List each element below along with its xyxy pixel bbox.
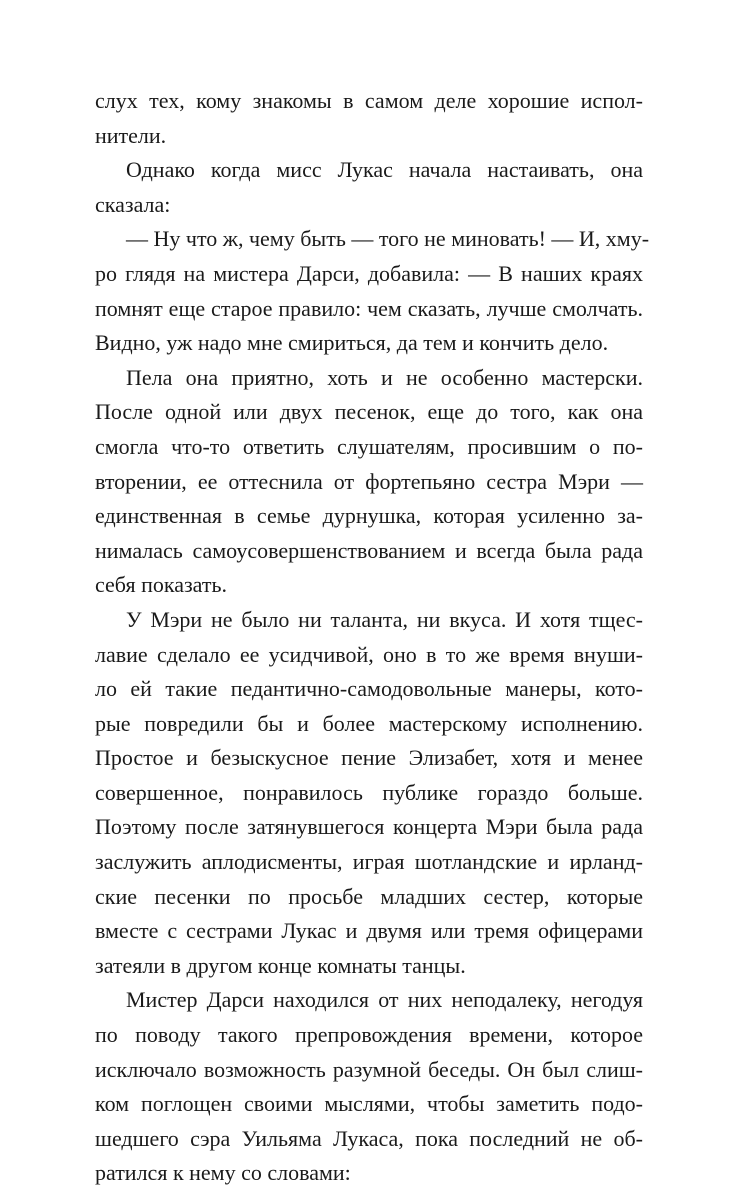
paragraph bbox=[95, 222, 650, 360]
text-line: шедшего сэра Уильяма Лукаса, пока последний не об- bbox=[95, 1125, 643, 1151]
text-line: У Мэри не было ни таланта, ни вкуса. И хотя тщес- bbox=[126, 606, 643, 632]
text-line: ком поглощен своими мыслями, чтобы заметить подо- bbox=[95, 1091, 643, 1117]
text-line: вторении, ее оттеснила от фортепьяно сестра Мэри — bbox=[95, 468, 643, 494]
text-line: единственная в семье дурнушка, которая усиленно за- bbox=[95, 503, 643, 529]
text-line: Простое и безыскусное пение Элизабет, хотя и менее bbox=[95, 745, 643, 771]
text-line: заслужить аплодисменты, играя шотландские и ирланд- bbox=[95, 849, 643, 875]
text-line: по поводу такого препровождения времени, которое bbox=[95, 1022, 643, 1048]
text-line: сказала: bbox=[95, 191, 171, 217]
text-line: смогла что-то ответить слушателям, просившим о по- bbox=[95, 433, 643, 459]
text-line: ло ей такие педантично-самодовольные манеры, кото- bbox=[95, 676, 643, 702]
text-line: совершенное, понравилось публике гораздо больше. bbox=[95, 779, 643, 805]
text-line: слух тех, кому знакомы в самом деле хорошие испол- bbox=[95, 88, 643, 113]
text-line: ратился к нему со словами: bbox=[95, 1160, 351, 1186]
text-line: нималась самоусовершенствованием и всегда была рада bbox=[95, 537, 643, 563]
text-line: Видно, уж надо мне смириться, да тем и кончить дело. bbox=[95, 330, 609, 356]
text-line: ро глядя на мистера Дарси, добавила: — В наших краях bbox=[95, 260, 643, 286]
book-page-text bbox=[95, 84, 650, 1191]
text-line: Мистер Дарси находился от них неподалеку, негодуя bbox=[126, 987, 643, 1013]
text-line: — Ну что ж, чему быть — того не миновать! — И, хму- bbox=[126, 226, 650, 252]
text-line: себя показать. bbox=[95, 572, 227, 598]
text-line: Поэтому после затянувшегося концерта Мэри была рада bbox=[95, 814, 643, 840]
paragraph bbox=[95, 84, 643, 153]
text-line: Пела она приятно, хоть и не особенно мастерски. bbox=[126, 364, 643, 390]
text-line: После одной или двух песенок, еще до того, как она bbox=[95, 399, 643, 425]
text-line: ские песенки по просьбе младших сестер, которые bbox=[95, 883, 643, 909]
paragraph bbox=[95, 153, 643, 222]
text-line: исключало возможность разумной беседы. Он был слиш- bbox=[95, 1056, 643, 1082]
paragraph bbox=[95, 983, 643, 1191]
paragraph bbox=[95, 361, 643, 603]
text-line: помнят еще старое правило: чем сказать, лучше смолчать. bbox=[95, 295, 643, 321]
paragraph bbox=[95, 603, 643, 984]
text-line: вместе с сестрами Лукас и двумя или тремя офицерами bbox=[95, 918, 643, 944]
text-line: рые повредили бы и более мастерскому исполнению. bbox=[95, 710, 643, 736]
text-line: Однако когда мисс Лукас начала настаивать, она bbox=[126, 157, 643, 183]
text-line: затеяли в другом конце комнаты танцы. bbox=[95, 952, 466, 978]
text-line: лавие сделало ее усидчивой, оно в то же время внуши- bbox=[95, 641, 643, 667]
text-line: нители. bbox=[95, 122, 167, 148]
